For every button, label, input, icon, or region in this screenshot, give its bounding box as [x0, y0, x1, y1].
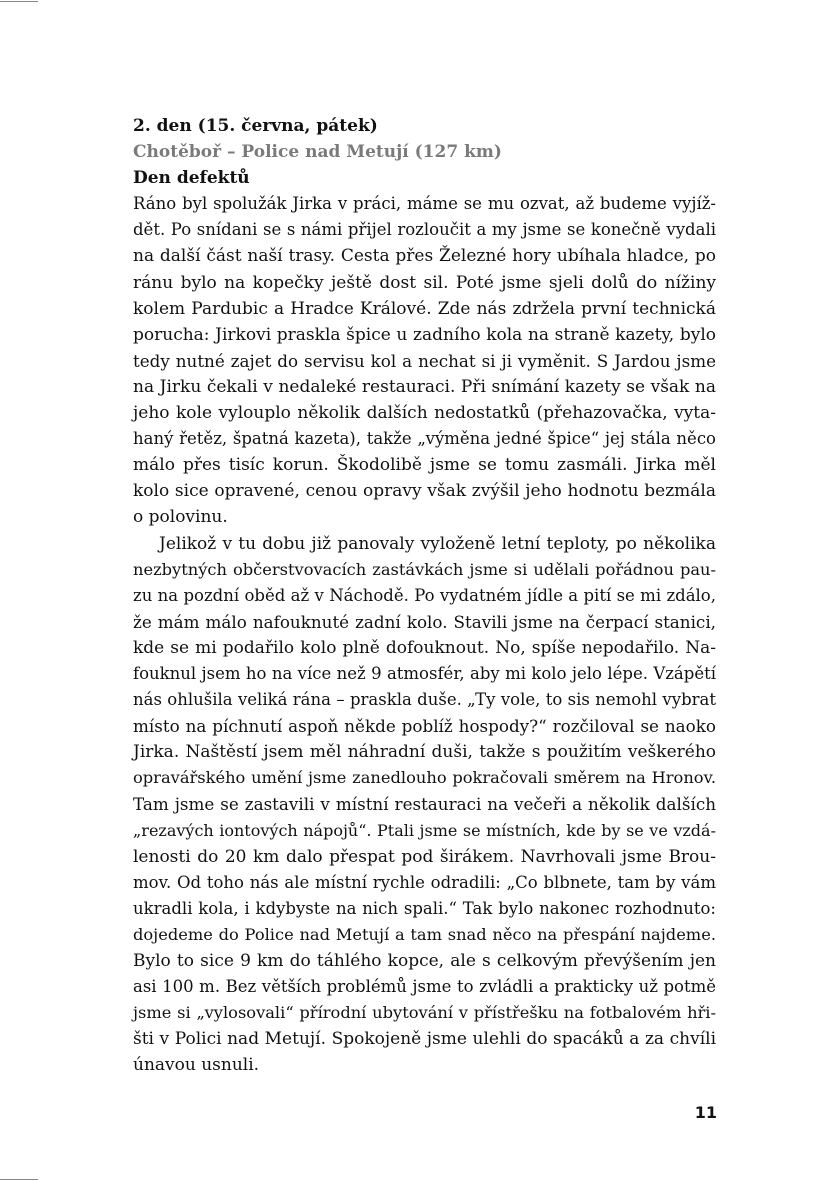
heading-route: Chotěboř – Police nad Metují (127 km): [133, 142, 502, 163]
text-line: porucha: Jirkovi praskla špice u zadního kola na straně kazety, bylo: [133, 324, 716, 345]
page-number: 11: [694, 1103, 717, 1122]
text-line: že mám málo nafouknuté zadní kolo. Stavili jsme na čerpací stanici,: [133, 611, 716, 632]
text-line: Jirka. Naštěstí jsem měl náhradní duši, takže s použitím veškerého: [133, 742, 716, 763]
text-line: jsme si „vylosovali“ přírodní ubytování v přístřešku na fotbalovém hři-: [133, 1003, 716, 1023]
text-line: „rezavých iontových nápojů“. Ptali jsme se místních, kde by se ve vzdá-: [133, 820, 716, 840]
text-line: Jelikož v tu dobu již panovaly vyloženě letní teploty, po několika: [159, 533, 716, 554]
text-line: Tam jsme se zastavili v místní restauraci na večeři a několik dalších: [133, 794, 716, 815]
text-line: kolo sice opravené, cenou opravy však zvýšil jeho hodnotu bezmála: [133, 481, 716, 502]
text-line: Bylo to sice 9 km do táhlého kopce, ale s celkovým převýšením jen: [133, 951, 716, 971]
text-line: málo přes tisíc korun. Škodolibě jsme se tomu zasmáli. Jirka měl: [133, 455, 716, 476]
paragraph: [133, 531, 716, 1079]
text-line: opravářského umění jsme zanedlouho pokračovali směrem na Hronov.: [133, 768, 716, 788]
text-line: jeho kole vylouplo několik dalších nedostatků (přehazovačka, vyta-: [133, 403, 716, 424]
text-line: ránu bylo na kopečky ještě dost sil. Poté jsme sjeli dolů do nížiny: [133, 272, 716, 293]
text-line: na další část naší trasy. Cesta přes Železné hory ubíhala hladce, po: [133, 246, 716, 267]
text-line: zu na pozdní oběd až v Náchodě. Po vydatném jídle a pití se mi zdálo,: [133, 585, 716, 605]
body-text: [133, 191, 716, 1078]
heading-day: 2. den (15. června, pátek): [133, 116, 378, 136]
text-line: asi 100 m. Bez větších problémů jsme to zvládli a prakticky už potmě: [133, 977, 716, 997]
text-line: na Jirku čekali v nedaleké restauraci. Při snímání kazety se však na: [133, 376, 716, 397]
crop-mark-top: [0, 1, 38, 2]
text-line: šti v Polici nad Metují. Spokojeně jsme ulehli do spacáků a za chvíli: [133, 1029, 716, 1050]
text-line: dojedeme do Police nad Metují a tam snad něco na přespání najdeme.: [133, 924, 716, 944]
text-line: nezbytných občerstvovacích zastávkách jsme si udělali pořádnou pau-: [133, 559, 716, 579]
text-line: dět. Po snídani se s námi přijel rozloučit a my jsme se konečně vydali: [133, 220, 716, 240]
text-line: mov. Od toho nás ale místní rychle odradili: „Co blbnete, tam by vám: [133, 872, 716, 892]
text-line: tedy nutné zajet do servisu kol a nechat si ji vyměnit. S Jardou jsme: [133, 350, 716, 371]
text-line: kolem Pardubic a Hradce Králové. Zde nás zdržela první technická: [133, 298, 716, 319]
crop-mark-bottom: [0, 1179, 38, 1180]
text-line: nás ohlušila veliká rána – praskla duše. „Ty vole, to sis nemohl vybrat: [133, 690, 716, 710]
text-line: fouknul jsem ho na více než 9 atmosfér, aby mi kolo jelo lépe. Vzápětí: [133, 663, 716, 683]
text-line: lenosti do 20 km dalo přespat pod širákem. Navrhovali jsme Brou-: [133, 846, 716, 867]
text-line: Ráno byl spolužák Jirka v práci, máme se mu ozvat, až budeme vyjíž-: [133, 194, 716, 214]
text-line: haný řetěz, špatná kazeta), takže „výměna jedné špice“ jej stála něco: [133, 429, 716, 449]
paragraph: [133, 191, 716, 530]
text-line: o polovinu.: [133, 507, 228, 528]
text-block: [133, 113, 716, 1078]
heading-title: Den defektů: [133, 168, 250, 189]
text-line: únavou usnuli.: [133, 1055, 260, 1076]
text-line: kde se mi podařilo kolo plně dofouknout. No, spíše nepodařilo. Na-: [133, 637, 716, 658]
text-line: ukradli kola, i kdybyste na nich spali.“ Tak bylo nakonec rozhodnuto:: [133, 898, 716, 918]
text-line: místo na píchnutí aspoň někde poblíž hospody?“ rozčiloval se naoko: [133, 716, 716, 737]
